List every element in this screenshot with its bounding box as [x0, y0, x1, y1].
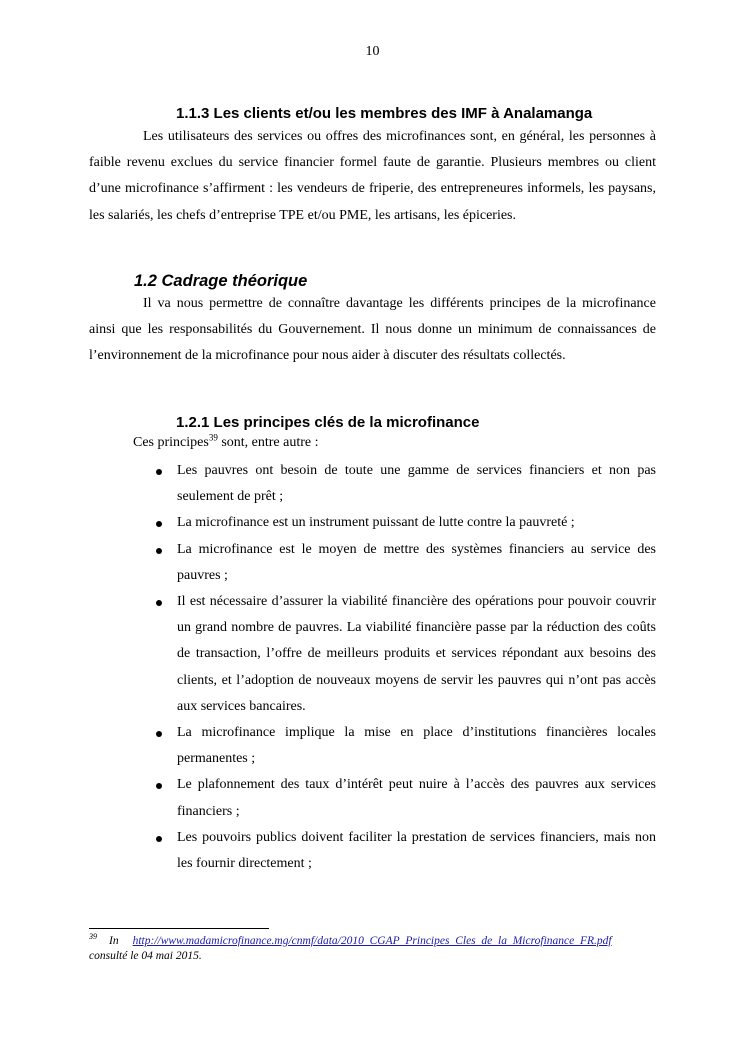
footnote-link[interactable]: http://www.madamicrofinance.mg/cnmf/data/2010_CGAP_Principes_Cles_de_la_Microfinance_FR.pdf — [132, 935, 612, 947]
footnote-prefix: In — [109, 935, 119, 947]
footnote-39 — [89, 934, 656, 964]
list-item-text: Le plafonnement des taux d’intérêt peut nuire à l’accès des pauvres aux services financiers ; — [177, 777, 656, 819]
list-item — [150, 458, 656, 510]
list-item — [150, 772, 656, 824]
bullet-icon — [156, 783, 162, 789]
footnote-consulted-date: consulté le 04 mai 2015. — [89, 950, 202, 962]
principles-intro-suffix: sont, entre autre : — [217, 435, 319, 450]
list-item-text: La microfinance est un instrument puissant de lutte contre la pauvreté ; — [177, 515, 575, 531]
list-item — [150, 825, 656, 877]
footnote-divider — [89, 928, 269, 929]
section-heading-1-1-3: 1.1.3 Les clients et/ou les membres des IMF à Analamanga — [176, 105, 593, 122]
paragraph-clients-imf: Les utilisateurs des services ou offres des microfinances sont, en général, les personnes à faible revenu exclues du service financier formel faute de garantie. Plusieurs membres ou client d’une microfinance s’affirment : les vendeurs de friperie, des entrepreneures informels, les paysans, les salariés, les chefs d’entreprise TPE et/ou PME, les artisans, les épiceries. — [89, 129, 656, 223]
paragraph-cadrage-theorique: Il va nous permettre de connaître davantage les différents principes de la microfinance ainsi que les responsabilités du Gouvernement. Il nous donne un minimum de connaissances de l’environnement de la microfinance pour nous aider à discuter des résultats collectés. — [89, 296, 656, 364]
page-number: 10 — [365, 44, 380, 59]
list-item-text: La microfinance est le moyen de mettre des systèmes financiers au service des pauvres ; — [177, 541, 656, 583]
section-heading-1-2: 1.2 Cadrage théorique — [134, 272, 308, 290]
footnote-number: 39 — [89, 932, 97, 942]
list-item — [150, 510, 656, 536]
list-item-text: Les pauvres ont besoin de toute une gamme de services financiers et non pas seulement de prêt ; — [177, 463, 656, 505]
bullet-icon — [156, 836, 162, 842]
principles-intro-text: Ces principes — [133, 435, 209, 450]
footnote-ref-39[interactable]: 39 — [208, 432, 218, 443]
list-item — [150, 537, 656, 589]
principles-intro — [133, 432, 319, 451]
bullet-icon — [156, 469, 162, 475]
bullet-icon — [156, 731, 162, 737]
bullet-icon — [156, 600, 162, 606]
bullet-icon — [156, 521, 162, 527]
section-heading-1-2-1: 1.2.1 Les principes clés de la microfinance — [176, 414, 480, 431]
list-item-text: La microfinance implique la mise en place d’institutions financières locales permanentes ; — [177, 725, 656, 767]
bullet-icon — [156, 548, 162, 554]
list-item-text: Les pouvoirs publics doivent faciliter la prestation de services financiers, mais non les fournir directement ; — [177, 829, 656, 872]
list-item-text: Il est nécessaire d’assurer la viabilité financière des opérations pour pouvoir couvrir un grand nombre de pauvres. La viabilité financière passe par la réduction des coûts de transaction, l’offre de meilleurs produits et services répondant aux besoins des clients, et l’adoption de nouveaux moyens de servir les pauvres qui n’ont pas accès aux services bancaires. — [177, 594, 656, 714]
list-item — [150, 720, 656, 772]
list-item — [150, 589, 656, 720]
principles-list — [150, 458, 656, 877]
